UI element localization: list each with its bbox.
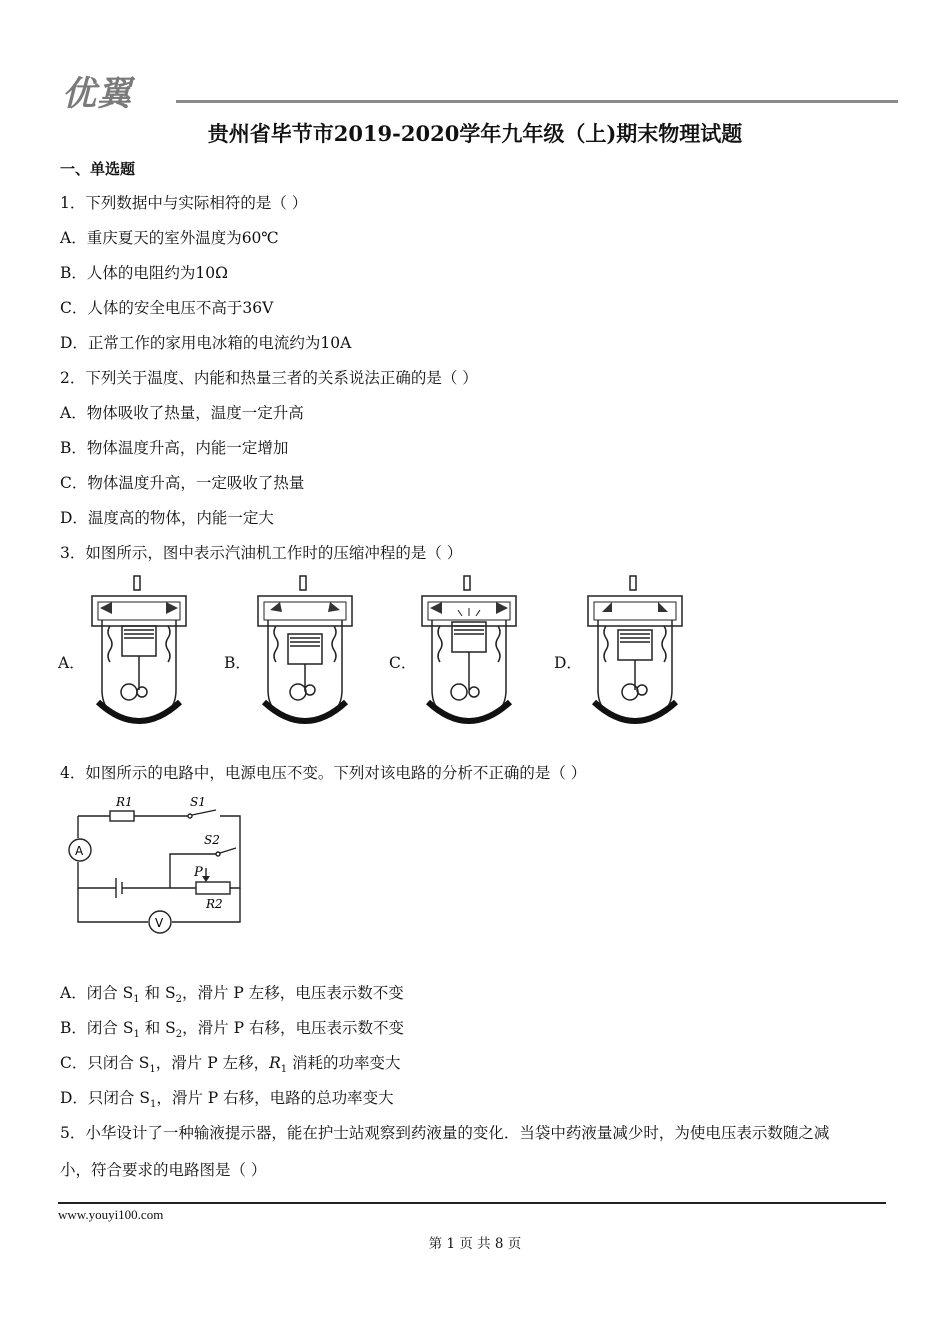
q2-option-a: A．物体吸收了热量，温度一定升高 xyxy=(60,404,304,422)
q3-label-d: D． xyxy=(554,654,582,672)
voltmeter-label: V xyxy=(155,916,164,930)
engine-diagram-d xyxy=(580,574,690,730)
r1-label: R1 xyxy=(116,795,133,809)
engine-diagram-c xyxy=(414,574,524,730)
q5-stem-line2: 小，符合要求的电路图是（ ） xyxy=(60,1161,267,1179)
page-title: 贵州省毕节市2019-2020学年九年级（上)期末物理试题 xyxy=(207,121,743,146)
q3-label-a: A． xyxy=(58,654,85,672)
engine-diagram-a xyxy=(84,574,194,730)
q2-option-b: B．物体温度升高，内能一定增加 xyxy=(60,439,289,457)
p-label: P xyxy=(194,865,203,880)
s1-label: S1 xyxy=(190,795,206,809)
header-rule xyxy=(176,100,898,103)
footer-rule xyxy=(58,1202,886,1204)
page-number: 第 1 页 共 8 页 xyxy=(428,1236,522,1252)
r2-label: R2 xyxy=(206,897,223,911)
q4-option-d: D．只闭合 $S_1$，滑片 P 右移，电路的总功率变大 xyxy=(60,1089,394,1111)
q4-stem: 4．如图所示的电路中，电源电压不变。下列对该电路的分析不正确的是（ ） xyxy=(60,764,587,782)
q2-option-d: D．温度高的物体，内能一定大 xyxy=(60,509,274,527)
brand-logo: 优翼 xyxy=(62,74,132,114)
q3-stem: 3．如图所示，图中表示汽油机工作时的压缩冲程的是（ ） xyxy=(60,544,463,562)
engine-diagram-b xyxy=(250,574,360,730)
q4-option-a: A．闭合 $S_1$ 和 $S_2$，滑片 P 左移，电压表示数不变 xyxy=(60,984,404,1006)
q5-stem-line1: 5．小华设计了一种输液提示器，能在护士站观察到药液量的变化．当袋中药液量减少时，为使电压表示数随之减 xyxy=(60,1124,830,1142)
footer-url: www.youyi100.com xyxy=(58,1207,164,1222)
q2-stem: 2．下列关于温度、内能和热量三者的关系说法正确的是（ ） xyxy=(60,369,478,387)
q1-stem: 1．下列数据中与实际相符的是（ ） xyxy=(60,194,308,212)
q3-label-c: C． xyxy=(389,654,417,672)
s2-label: S2 xyxy=(204,833,220,847)
q4-option-b: B．闭合 $S_1$ 和 $S_2$，滑片 P 右移，电压表示数不变 xyxy=(60,1019,404,1041)
q1-option-a: A．重庆夏天的室外温度为60℃ xyxy=(60,229,279,247)
ammeter-label: A xyxy=(75,844,84,858)
q1-option-d: D．正常工作的家用电冰箱的电流约为10A xyxy=(60,334,352,352)
q1-option-b: B．人体的电阻约为10Ω xyxy=(60,264,228,282)
q1-option-c: C．人体的安全电压不高于36V xyxy=(60,299,274,317)
q4-option-c: C．只闭合 $S_1$，滑片 P 左移，$R_1$ 消耗的功率变大 xyxy=(60,1054,401,1076)
section-heading: 一、单选题 xyxy=(60,160,136,178)
q2-option-c: C．物体温度升高，一定吸收了热量 xyxy=(60,474,305,492)
q3-label-b: B． xyxy=(224,654,251,672)
q4-circuit-diagram xyxy=(66,794,252,940)
